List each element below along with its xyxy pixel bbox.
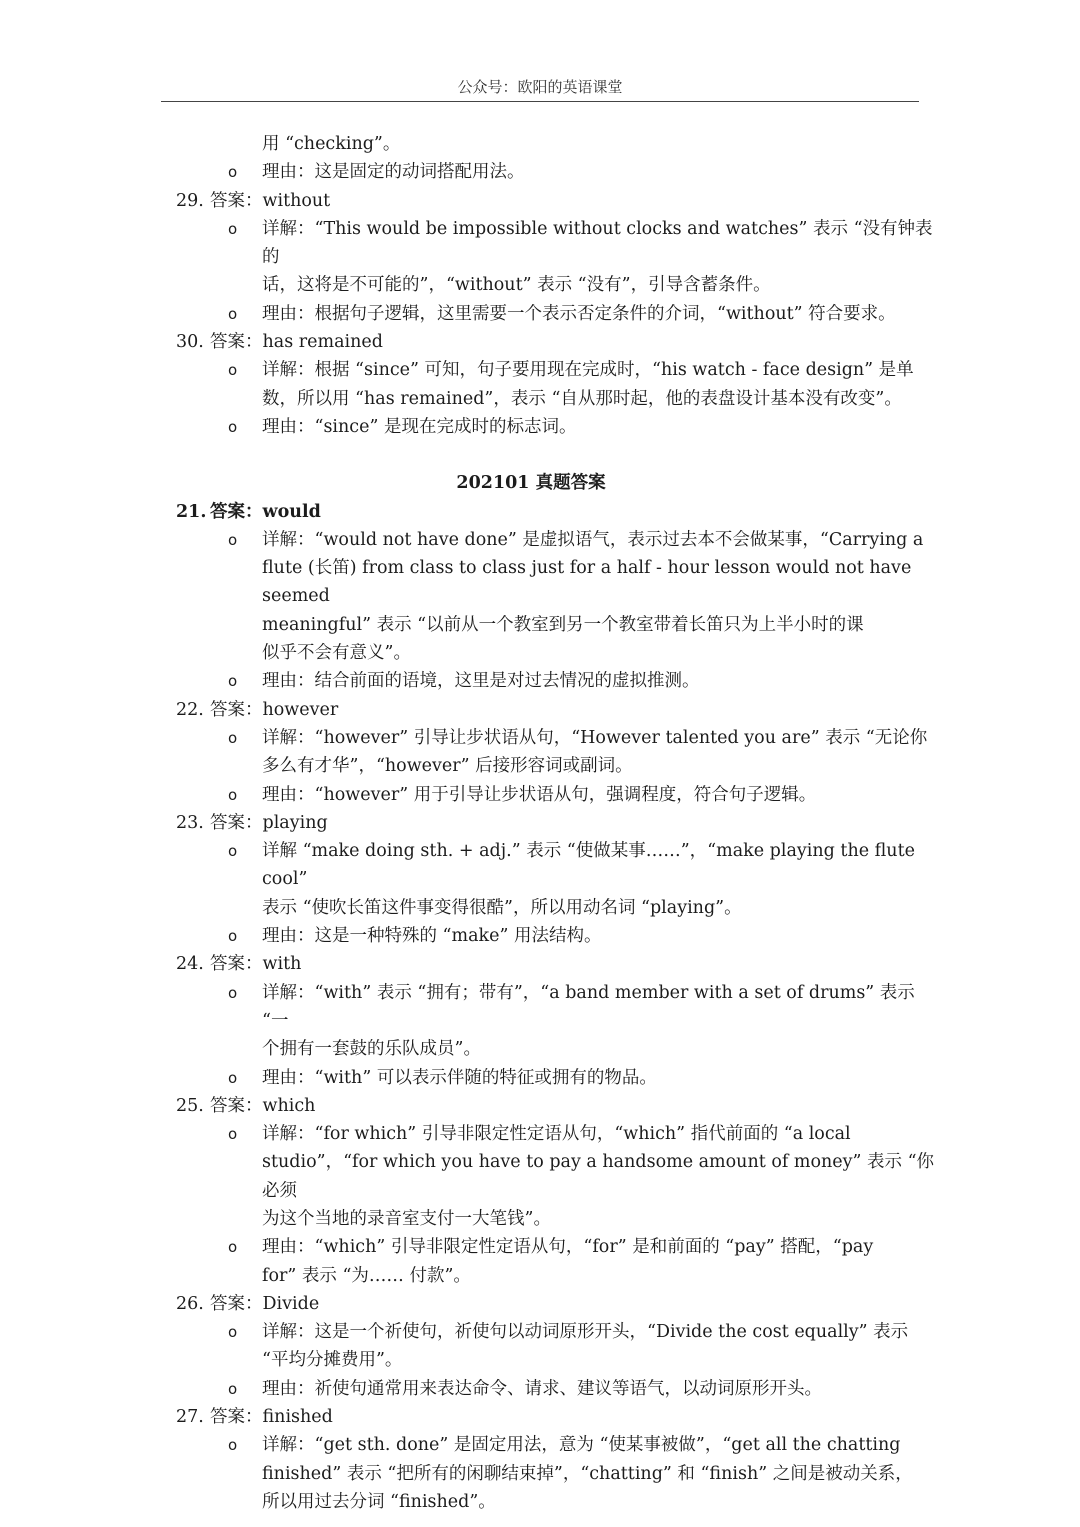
bullet-marker: o: [228, 1323, 238, 1342]
bullet-marker: o: [228, 672, 238, 691]
answer-text: 答案：would: [210, 501, 321, 522]
explanation-continuation: [176, 385, 936, 413]
bullet-text: 详解：“for which” 引导非限定性定语从句，“which” 指代前面的 “a local: [262, 1124, 851, 1145]
answer-item: [176, 1403, 936, 1431]
bullet-marker: o: [228, 785, 238, 804]
question-number: 30.: [176, 332, 204, 353]
explanation-continuation: [176, 1488, 936, 1516]
bullet-marker: o: [228, 927, 238, 946]
bullet-marker: o: [228, 1436, 238, 1455]
answer-item: [176, 950, 936, 978]
bullet-text: 详解 “make doing sth. + adj.” 表示 “使做某事……”，“make playing the flute cool”: [262, 841, 915, 890]
explanation-bullet: [176, 724, 936, 752]
answer-item: [176, 498, 936, 526]
question-number: 27.: [176, 1407, 204, 1428]
answer-list-202101: [176, 498, 936, 1517]
bullet-text: 详解：“would not have done” 是虚拟语气，表示过去本不会做某事，“Carrying a: [262, 529, 924, 550]
question-number: 22.: [176, 699, 204, 720]
explanation-continuation: [176, 752, 936, 780]
bullet-marker: o: [228, 530, 238, 549]
question-number: 23.: [176, 812, 204, 833]
explanation-bullet: [176, 922, 936, 950]
answer-text: 答案：which: [210, 1095, 316, 1116]
explanation-bullet: [176, 1431, 936, 1459]
explanation-bullet: [176, 413, 936, 441]
bullet-text: finished” 表示 “把所有的闲聊结束掉”，“chatting” 和 “finish” 之间是被动关系，: [262, 1463, 913, 1484]
bullet-text: 个拥有一套鼓的乐队成员”。: [262, 1039, 481, 1060]
continuation-line: 用 “checking”。: [262, 134, 401, 154]
bullet-marker: o: [228, 304, 238, 323]
explanation-bullet: [176, 1233, 936, 1261]
answer-text: 答案：Divide: [210, 1293, 320, 1314]
bullet-text: 理由：“which” 引导非限定性定语从句，“for” 是和前面的 “pay” 搭配，“pay: [262, 1237, 874, 1258]
question-number: 21.: [176, 501, 207, 522]
explanation-bullet: [176, 781, 936, 809]
bullet-text: 为这个当地的录音室支付一大笔钱”。: [262, 1208, 551, 1229]
explanation-continuation: [176, 611, 936, 639]
document-body: [176, 130, 936, 1516]
explanation-bullet: [176, 1064, 936, 1092]
bullet-text: 理由：结合前面的语境，这里是对过去情况的虚拟推测。: [262, 671, 700, 692]
bullet-text: 详解：“This would be impossible without clocks and watches” 表示 “没有钟表的: [262, 218, 933, 268]
explanation-continuation: [176, 1346, 936, 1374]
explanation-continuation: [176, 1262, 936, 1290]
bullet-marker: o: [228, 1125, 238, 1144]
bullet-marker: o: [228, 842, 238, 861]
explanation-bullet: [176, 837, 936, 894]
explanation-continuation: [176, 894, 936, 922]
bullet-text: 详解：“with” 表示 “拥有；带有”，“a band member with a set of drums” 表示 “一: [262, 982, 915, 1031]
bullet-marker: o: [228, 163, 238, 182]
bullet-marker: o: [228, 1238, 238, 1257]
answer-text: 答案：however: [210, 699, 339, 720]
answer-list-previous: [176, 187, 936, 442]
bullet-text: 理由：“since” 是现在完成时的标志词。: [262, 416, 577, 437]
bullet-text: 似乎不会有意义”。: [262, 643, 411, 664]
bullet-text: 详解：“however” 引导让步状语从句，“However talented you are” 表示 “无论你: [262, 727, 928, 748]
answer-item: [176, 1092, 936, 1120]
header-text: 公众号：欧阳的英语课堂: [457, 78, 623, 96]
answer-text: 答案：has remained: [210, 332, 383, 353]
bullet-text: studio”，“for which you have to pay a handsome amount of money” 表示 “你必须: [262, 1152, 935, 1201]
bullet-marker: o: [228, 728, 238, 747]
bullet-text: 理由：这是一种特殊的 “make” 用法结构。: [262, 926, 602, 947]
explanation-continuation: [176, 554, 936, 611]
answer-text: 答案：playing: [210, 812, 328, 833]
explanation-continuation: [176, 271, 936, 299]
answer-item: [176, 1290, 936, 1318]
answer-item: [176, 696, 936, 724]
bullet-marker: o: [228, 219, 238, 238]
bullet-text: flute (长笛) from class to class just for a half - hour lesson would not have seemed: [262, 558, 912, 607]
bullet-text: 理由：“however” 用于引导让步状语从句，强调程度，符合句子逻辑。: [262, 784, 817, 805]
answer-text: 答案：finished: [210, 1407, 333, 1428]
answer-text: 答案：with: [210, 954, 302, 975]
reason-bullet: [176, 158, 936, 186]
explanation-bullet: [176, 667, 936, 695]
answer-item: [176, 187, 936, 215]
question-number: 26.: [176, 1293, 204, 1314]
explanation-bullet: [176, 1375, 936, 1403]
bullet-text: 详解：这是一个祈使句，祈使句以动词原形开头，“Divide the cost equally” 表示: [262, 1322, 909, 1343]
answer-item: [176, 809, 936, 837]
bullet-text: 详解：“get sth. done” 是固定用法，意为 “使某事被做”，“get all the chatting: [262, 1435, 901, 1456]
explanation-continuation: [176, 1460, 936, 1488]
bullet-text: meaningful” 表示 “以前从一个教室到另一个教室带着长笛只为上半小时的课: [262, 614, 864, 635]
bullet-marker: o: [228, 361, 238, 380]
explanation-bullet: [176, 1120, 936, 1148]
explanation-bullet: [176, 1318, 936, 1346]
bullet-marker: o: [228, 1068, 238, 1087]
bullet-text: for” 表示 “为…… 付款”。: [262, 1265, 471, 1286]
bullet-text: 理由：祈使句通常用来表达命令、请求、建议等语气，以动词原形开头。: [262, 1378, 822, 1399]
bullet-text: 理由：“with” 可以表示伴随的特征或拥有的物品。: [262, 1067, 657, 1088]
bullet-marker: o: [228, 417, 238, 436]
explanation-bullet: [176, 300, 936, 328]
bullet-text: 所以用过去分词 “finished”。: [262, 1491, 496, 1512]
bullet-text: 表示 “使吹长笛这件事变得很酷”，所以用动名词 “playing”。: [262, 897, 742, 918]
bullet-text: 理由：这是固定的动词搭配用法。: [262, 162, 525, 183]
bullet-marker: o: [228, 983, 238, 1002]
bullet-marker: o: [228, 1379, 238, 1398]
bullet-text: 详解：根据 “since” 可知，句子要用现在完成时，“his watch - face design” 是单: [262, 360, 914, 381]
explanation-continuation: [176, 1205, 936, 1233]
explanation-bullet: [176, 979, 936, 1036]
section-title: 202101 真题答案: [456, 473, 606, 494]
bullet-text: “平均分摊费用”。: [262, 1350, 403, 1371]
explanation-bullet: [176, 526, 936, 554]
answer-item: [176, 328, 936, 356]
explanation-continuation: [176, 1035, 936, 1063]
explanation-continuation: [176, 639, 936, 667]
bullet-text: 数，所以用 “has remained”，表示 “自从那时起，他的表盘设计基本没有改变”。: [262, 388, 902, 409]
explanation-bullet: [176, 215, 936, 272]
bullet-text: 理由：根据句子逻辑，这里需要一个表示否定条件的介词，“without” 符合要求。: [262, 303, 896, 324]
explanation-bullet: [176, 356, 936, 384]
bullet-text: 话，这将是不可能的”，“without” 表示 “没有”，引导含蓄条件。: [262, 275, 771, 296]
bullet-text: 多么有才华”，“however” 后接形容词或副词。: [262, 756, 633, 777]
question-number: 29.: [176, 190, 204, 211]
question-number: 25.: [176, 1095, 204, 1116]
answer-text: 答案：without: [210, 190, 331, 211]
explanation-continuation: [176, 1148, 936, 1205]
page-header: [161, 76, 919, 102]
question-number: 24.: [176, 954, 204, 975]
